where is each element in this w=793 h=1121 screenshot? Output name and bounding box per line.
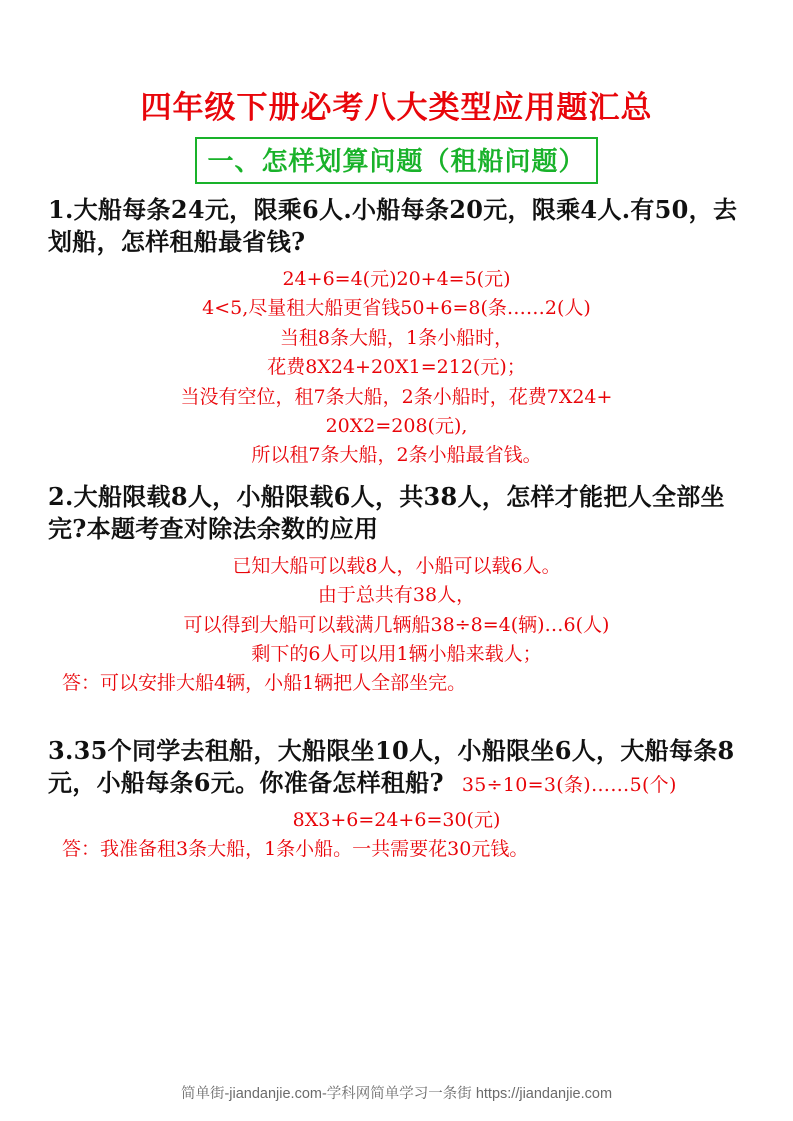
answer-line: 4<5,尽量租大船更省钱50+6=8(条……2(人) [202, 297, 591, 320]
problem-1-answers [48, 265, 745, 471]
answer-line: 答：我准备租3条大船，1条小船。一共需要花30元钱。 [62, 838, 529, 861]
answer-line: 24+6=4(元)20+4=5(元) [282, 267, 511, 290]
answer-line: 8X3+6=24+6=30(元) [292, 808, 501, 831]
problem-3 [48, 735, 745, 865]
problem-3-question-text: 3.35个同学去租船，大船限坐10人，小船限坐6人，大船每条8元，小船每条6元。你准备怎样租船? [48, 735, 735, 798]
answer-line: 20X2=208(元), [325, 414, 468, 437]
problem-2-answers [48, 552, 745, 699]
page-title: 四年级下册必考八大类型应用题汇总 [140, 90, 653, 126]
problem-1-question: 1.大船每条24元，限乘6人.小船每条20元，限乘4人.有50，去划船，怎样租船最省钱? [48, 195, 738, 257]
section-heading-container [48, 137, 745, 184]
answer-line: 花费8X24+20X1=212(元)； [267, 356, 526, 379]
problem-2 [48, 481, 745, 699]
answer-line: 当租8条大船，1条小船时， [279, 326, 514, 349]
problem-3-answers [48, 806, 745, 865]
answer-line: 所以租7条大船，2条小船最省钱。 [251, 444, 542, 467]
answer-line: 已知大船可以载8人，小船可以载6人。 [232, 554, 561, 577]
answer-line: 由于总共有38人， [317, 584, 476, 607]
section-heading: 一、怎样划算问题（租船问题） [195, 137, 597, 184]
problem-2-question: 2.大船限载8人，小船限载6人，共38人，怎样才能把人全部坐完?本题考查对除法余数的应用 [48, 481, 725, 544]
answer-line: 可以得到大船可以载满几辆船38÷8=4(辆)…6(人) [183, 613, 610, 636]
problem-3-inline-answer: 35÷10=3(条)……5(个) [461, 774, 677, 797]
problem-1 [48, 194, 745, 471]
answer-line: 剩下的6人可以用1辆小船来载人； [251, 642, 542, 665]
answer-line: 当没有空位，租7条大船，2条小船时，花费7X24+ [180, 385, 613, 408]
footer-watermark: 简单街-jiandanjie.com-学科网简单学习一条街 https://jiandanjie.com [180, 1086, 613, 1102]
answer-line: 答：可以安排大船4辆，小船1辆把人全部坐完。 [62, 672, 467, 695]
problem-3-question [48, 735, 745, 800]
